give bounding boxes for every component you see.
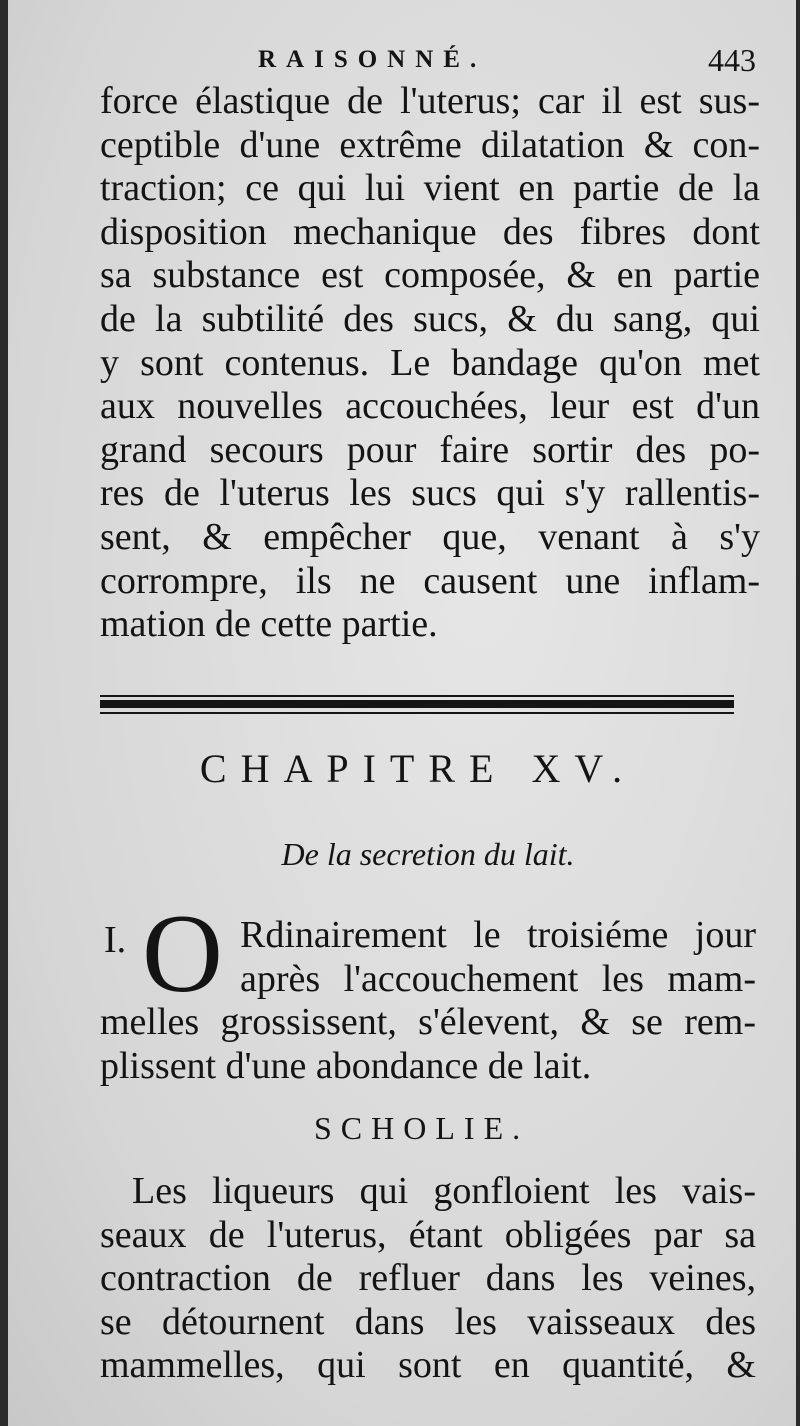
text-line: mation de cette partie. xyxy=(100,603,438,646)
text-line: traction; ce qui lui vient en partie de la xyxy=(100,167,760,210)
running-head: RAISONNÉ. xyxy=(258,46,487,73)
paragraph-first-lines xyxy=(240,914,756,1001)
text-line: plissent d'une abondance de lait. xyxy=(100,1044,592,1087)
text-line: grand secours pour faire sortir des po- xyxy=(100,428,760,471)
drop-cap: O xyxy=(142,892,223,1016)
chapter-divider-rule xyxy=(100,695,734,719)
scholie-heading: SCHOLIE. xyxy=(314,1110,530,1146)
page-number: 443 xyxy=(708,42,756,78)
text-line: contraction de refluer dans les veines, xyxy=(100,1257,756,1300)
text-line: après l'accouchement les mam- xyxy=(240,957,756,1000)
section-title: De la secretion du lait. xyxy=(281,836,575,872)
text-line: ceptible d'une extrême dilatation & con- xyxy=(100,123,760,166)
paragraph-number: I. xyxy=(104,919,127,961)
text-line: sa substance est composée, & en partie xyxy=(100,254,760,297)
text-line: force élastique de l'uterus; car il est sus- xyxy=(100,80,760,122)
text-line: de la subtilité des sucs, & du sang, qui xyxy=(100,297,760,340)
text-line: sent, & empêcher que, venant à s'y xyxy=(100,515,760,558)
text-line: corrompre, ils ne causent une inflam- xyxy=(100,559,760,602)
chapter-title: CHAPITRE XV. xyxy=(199,746,637,791)
text-line: res de l'uterus les sucs qui s'y rallentis- xyxy=(100,472,760,515)
text-line: seaux de l'uterus, étant obligées par sa xyxy=(100,1213,756,1256)
text-line: Les liqueurs qui gonfloient les vais- xyxy=(132,1170,756,1212)
book-page xyxy=(8,0,796,1426)
text-line: se détournent dans les vaisseaux des xyxy=(100,1300,756,1343)
text-line: disposition mechanique des fibres dont xyxy=(100,210,760,253)
text-line: aux nouvelles accouchées, leur est d'un xyxy=(100,385,760,428)
text-line: y sont contenus. Le bandage qu'on met xyxy=(100,341,760,384)
paragraph-rest-lines xyxy=(100,1001,756,1088)
paragraph-continuation xyxy=(100,80,760,647)
scholie-paragraph xyxy=(100,1170,756,1388)
text-line: mammelles, qui sont en quantité, & xyxy=(100,1344,756,1387)
text-line: melles grossissent, s'élevent, & se rem- xyxy=(100,1001,756,1043)
text-line: Rdinairement le troisiéme jour xyxy=(240,914,756,956)
